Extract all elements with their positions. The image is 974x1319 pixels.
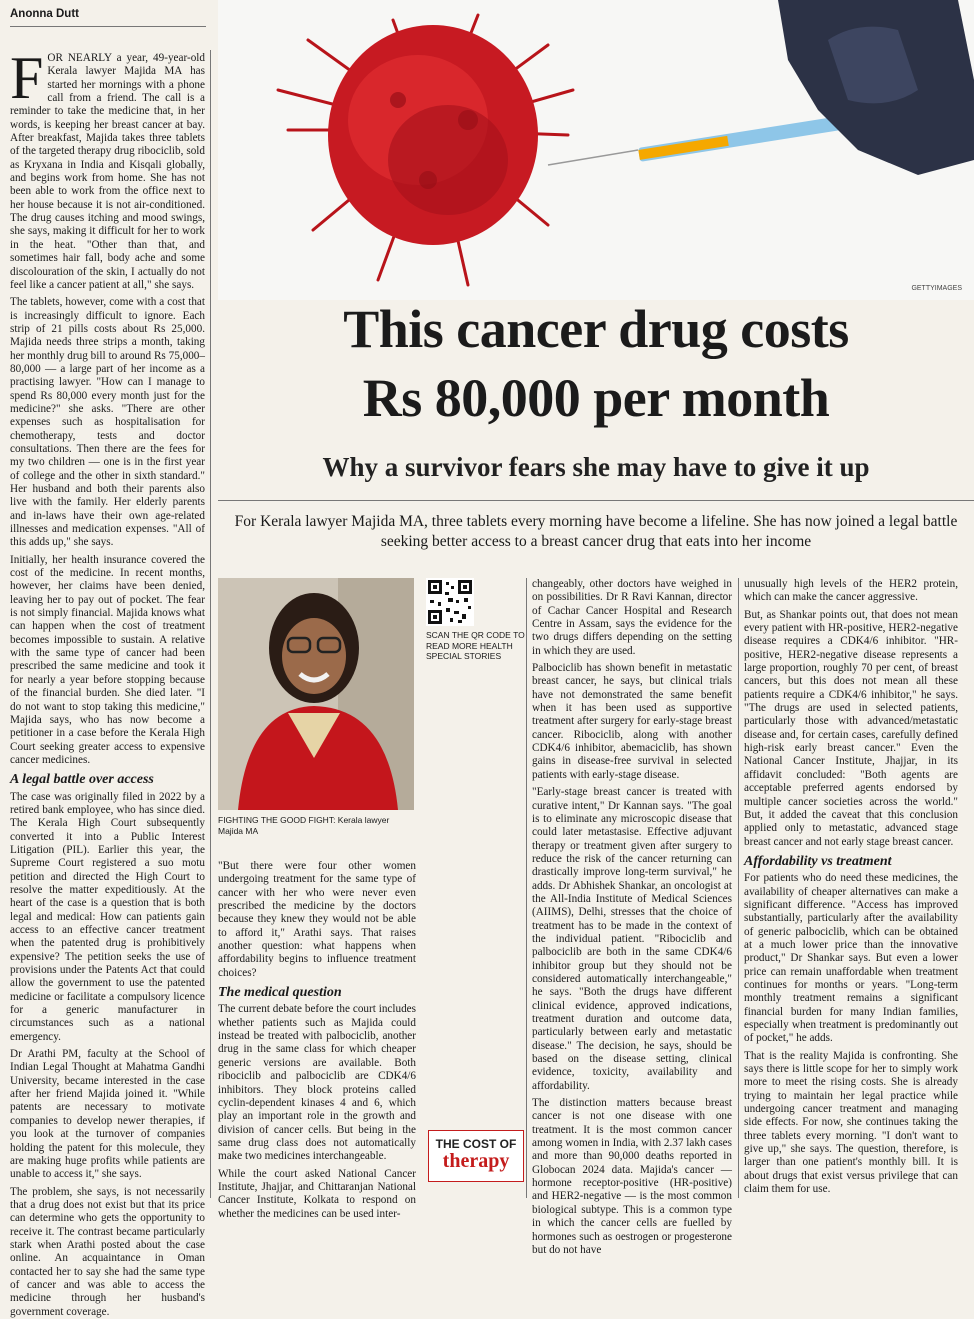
article-column-2 (218, 860, 416, 1220)
article-column-4 (744, 578, 958, 1198)
paragraph: The distinction matters because breast cancer is not one disease with one treatment. It is the most common cancer among women in India, with 2.37 lakh cases and more than 90,000 deaths reported in Globocan 2024 data. Majida's cancer — hormone receptor-positive (HR-positive) and HER2-negative — is the most common biological subtype. This is a common type in which the cancer cells are fuelled by hormones such as oestrogen or progesterone but do not have (532, 1097, 732, 1256)
series-badge (428, 1130, 524, 1182)
qr-code-icon (426, 578, 474, 626)
headline-line-1: This cancer drug costs (343, 299, 849, 359)
paragraph: changeably, other doctors have weighed in on possibilities. Dr R Ravi Kannan, director of Cachar Cancer Hospital and Research Centre in Assam, says the evidence for the two drugs differs depending on the setting in which they are used. (532, 578, 732, 657)
paragraph: FOR NEARLY a year, 49-year-old Kerala lawyer Majida MA has started her mornings with a phone call from a friend. The call is a reminder to take the medicine that, in her words, is keeping her breast cancer at bay. After breakfast, Majida takes three tablets of the targeted therapy drug ribociclib, sold as Kryxana in India and Kisqali globally, and begins work from home. She has not been able to work from the office next to her house because it is not air-conditioned. The drug causes itching and mood swings, she says, making it difficult for her to work in the heat. "Other than that, and sometimes hair fall, body ache and some discolouration of the skin, I actually do not feel like a cancer patient at all," she says. (10, 45, 205, 291)
article-column-1 (10, 45, 205, 1318)
paragraph: The tablets, however, come with a cost that is increasingly difficult to ignore. Each strip of 21 pills costs about Rs 25,000. Majida needs three strips a month, taking her monthly drug bill to around Rs 75,000–80,000 — a large part of her income as a practising lawyer. "How can I manage to spend Rs 80,000 every month just for the medicine?" she asks. "There are other expenses such as hospitalisation for chemotherapy, tests and doctor consultations. Then there are the fees for my two children — one is in the first year of college and the other in sixth standard." Her husband and both their parents also live with the family. Her elderly parents and in-laws have their own age-related illnesses and medication expenses. "All of this adds up," she says. (10, 296, 205, 549)
photo-credit: GETTYIMAGES (911, 285, 962, 292)
series-badge-line-2: therapy (442, 1150, 510, 1172)
paragraph: While the court asked National Cancer Institute, Jhajjar, and Chittaranjan National Cancer Institute, Kolkata to respond on whether the medicines can be used inter- (218, 1167, 416, 1220)
paragraph: That is the reality Majida is confronting. She says there is little scope for her to simply work more to meet the rising costs. She is already trying to maintain her legal practice while undergoing cancer treatment and managing side effects. For now, she continues taking the three tablets every morning. "I don't want to give up," she says. The question, therefore, is larger than one patient's monthly bill. It is about drugs that exist versus privilege that can claim them for use. (744, 1049, 958, 1196)
column-divider (526, 578, 527, 1198)
drop-cap: F (10, 45, 44, 111)
paragraph: Dr Arathi PM, faculty at the School of Indian Legal Thought at Mahatma Gandhi University, became interested in the case after her friend Majida joined it. "While patents are necessary to motivate companies to develop newer therapies, if you look at the turnover of companies holding the patent for this molecule, they are making huge profits while patients are unable to access it," she says. (10, 1048, 205, 1181)
paragraph: "Early-stage breast cancer is treated with curative intent," Dr Kannan says. "The goal is to eliminate any microscopic disease that could later metastasise. Effective adjuvant therapy or treatment given after surgery to reduce the risk of the cancer returning can drastically improve long-term survival," he adds. Dr Abhishek Shankar, an oncologist at the All-India Institute of Medical Sciences (AIIMS), Delhi, stresses that the choice of treatment has to be made in the context of the individual patient. "Ribociclib and palbociclib are both in the same CDK4/6 inhibitor group but they should not be considered automatically interchangeable," he says. "Both the drugs have different clinical evidence, approved indications, treatment duration and outcome data, particularly between early and metastatic disease." The decision, he says, should be based on the disease setting, clinical evidence, toxicity, availability and affordability. (532, 786, 732, 1092)
paragraph: "But there were four other women undergoing treatment for the same type of cancer with her who were never even prescribed the medicine by the doctors because they knew they would not be able to afford it," Arathi says. That raises another question: what happens when affordability begins to influence treatment choices? (218, 860, 416, 979)
paragraph: Initially, her health insurance covered the cost of the medicine. In recent months, however, her claims have been denied, leaving her to pay out of pocket. The fear is not simply financial. Majida knows what can happen when the cost of treatment becomes impossible to sustain. A relative with the same type of cancer had been prescribed the same medicine and took it for nearly a year before stopping because of the financial burden. She died later. "I do not want to stop taking this medicine," Majida says, who has now become a petitioner in a case before the Kerala High Court seeking greater access to expensive cancer medicines. (10, 553, 205, 766)
standfirst-rule (218, 500, 974, 501)
column-divider (210, 50, 211, 1198)
subheadline: Why a survivor fears she may have to give it up (322, 452, 870, 482)
standfirst: For Kerala lawyer Majida MA, three tablets every morning have become a lifeline. She has now joined a legal battle seeking better access to a breast cancer drug that eats into her income (234, 513, 958, 550)
byline: Anonna Dutt (10, 8, 79, 20)
paragraph: But, as Shankar points out, that does not mean every patient with HR-positive, HER2-negative disease requires a CDK4/6 inhibitor. "HR-positive, HER2-negative disease represents a large proportion, roughly 70 per cent, of breast cancers, but this does not mean all these patients require a CDK4/6 inhibitor," he says. "The drugs are used in selected patients, particularly those with advanced/metastatic disease and, for certain cases, carefully defined high-risk early breast cancer." Even the National Cancer Institute, Jhajjar, in its affidavit concluded: "Both agents are acceptable preferred agents endorsed by multiple cancer societies across the world." But, it added the caveat that this conclusion applied only to metastatic, advanced stage breast cancer and not early stage breast cancer. (744, 608, 958, 848)
qr-code[interactable] (426, 578, 474, 626)
section-heading: A legal battle over access (10, 772, 154, 788)
paragraph: The case was originally filed in 2022 by a retired bank employee, who has since died. The Kerala High Court subsequently converted it into a Public Interest Litigation (PIL). Earlier this year, the Supreme Court registered a suo motu petition and directed the High Court to resolve the matter expeditiously. At the heart of the case is a question that is both legal and medical: How can patients gain access to an effective cancer treatment when the patented drug is prohibitively expensive? The petition seeks the use of provisions under the Patents Act that could allow the government to use the patented medicine or facilitate a compulsory licence for a generic manufacturer in circumstances such as a national emergency. (10, 790, 205, 1043)
paragraph: unusually high levels of the HER2 protein, which can make the cancer aggressive. (744, 578, 958, 604)
portrait-illustration (218, 578, 414, 810)
section-heading: The medical question (218, 985, 342, 1001)
hero-image-cancer-cell-syringe (218, 0, 974, 300)
column-divider (738, 578, 739, 1198)
paragraph: The problem, she says, is not necessarily that a drug does not exist but that its price can determine who gets the opportunity to receive it. The contrast became particularly stark when Arathi posted about the case online. An acquaintance in Oman contacted her to say she had the same type of cancer and was able to access the medicine through her husband's government coverage. (10, 1185, 205, 1318)
byline-rule (10, 26, 206, 27)
section-heading: Affordability vs treatment (744, 853, 892, 869)
series-badge-line-1: THE COST OF (435, 1137, 517, 1151)
photo-caption: FIGHTING THE GOOD FIGHT: Kerala lawyer Majida MA (218, 815, 390, 836)
headline-line-2: Rs 80,000 per month (362, 368, 830, 428)
qr-caption: SCAN THE QR CODE TO READ MORE HEALTH SPECIAL STORIES (426, 630, 525, 661)
headline (218, 300, 974, 426)
article-column-3 (532, 578, 732, 1256)
paragraph: The current debate before the court includes whether patients such as Majida could instead be treated with palbociclib, another drug in the same class for which cheaper generic versions are available. Both ribociclib and palbociclib are CDK4/6 inhibitors. They block proteins called cyclin-dependent kinases 4 and 6, which play an important role in the growth and division of cancer cells. But being in the same drug class does not automatically make two medicines interchangeable. (218, 1003, 416, 1163)
portrait-photo (218, 578, 414, 810)
paragraph: For patients who do need these medicines, the availability of cheaper alternatives can make a significant difference. "Access has improved substantially, particularly after the availability of generic palbociclib, which can be obtained at a much lower price than the innovative product," Dr Shankar says. But even a lower price can remain unaffordable when treatment continues for months or years. "Long-term monthly treatment remains a significant financial burden for many Indian families, especially when treatment is predominantly out of pocket," he adds. (744, 872, 958, 1045)
cancer-cell-illustration (218, 0, 974, 300)
paragraph: Palbociclib has shown benefit in metastatic breast cancer, he says, but clinical trials have not demonstrated the same benefit when it has been used as supportive treatment after surgery for early-stage breast cancer. Ribociclib, along with another CDK4/6 inhibitor, abemaciclib, has shown gains in disease-free survival in selected patients with early-stage disease. (532, 662, 732, 781)
